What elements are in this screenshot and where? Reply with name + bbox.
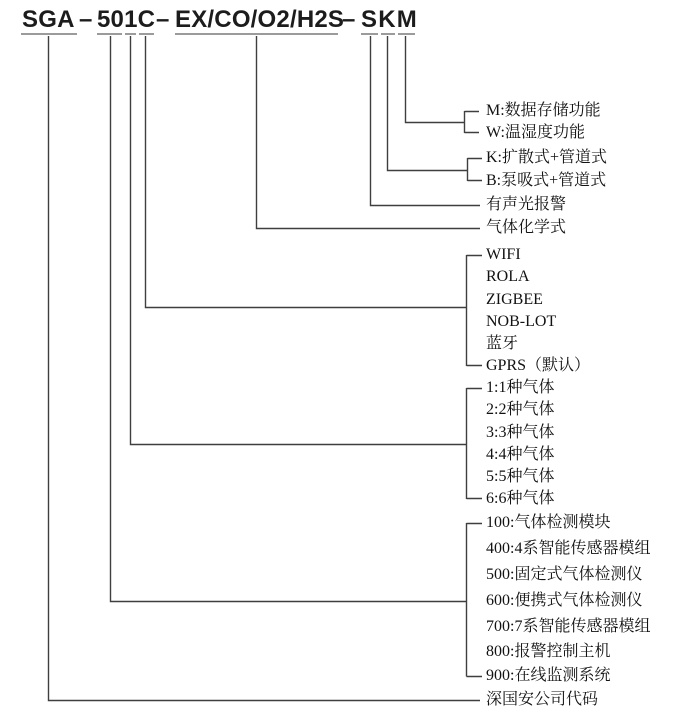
label-gas-count-1: 1:1种气体 (486, 379, 555, 396)
label-comm-nob-lot: NOB-LOT (486, 313, 557, 330)
line-gas-count (131, 36, 467, 445)
label-sampling-b: B:泵吸式+管道式 (486, 172, 607, 189)
model-prefix: SGA (22, 6, 75, 33)
label-series-100: 100:气体检测模块 (486, 514, 611, 531)
model-suffix: SKM (361, 6, 418, 33)
dash-separator: – (342, 6, 356, 33)
label-series-900: 900:在线监测系统 (486, 667, 611, 684)
label-comm-zigbee: ZIGBEE (486, 291, 543, 308)
label-gas-formula: 气体化学式 (486, 219, 567, 236)
label-sampling-k: K:扩散式+管道式 (486, 149, 608, 166)
label-series-600: 600:便携式气体检测仪 (486, 592, 643, 609)
label-comm-rola: ROLA (486, 268, 530, 285)
label-gas-count-5: 5:5种气体 (486, 468, 555, 485)
label-comm-bluetooth: 蓝牙 (486, 335, 519, 352)
model-series: 501C (97, 6, 156, 33)
model-gases: EX/CO/O2/H2S (175, 6, 345, 33)
line-sampling (388, 36, 468, 171)
line-function (406, 36, 465, 123)
label-alarm: 有声光报警 (486, 196, 567, 213)
label-series-700: 700:7系智能传感器模组 (486, 618, 651, 635)
bracket-sampling (468, 158, 483, 181)
line-comm (146, 36, 467, 308)
bracket-comm (467, 255, 483, 366)
label-comm-wifi: WIFI (486, 246, 521, 263)
label-company-code: 深国安公司代码 (486, 691, 599, 708)
label-gas-count-6: 6:6种气体 (486, 490, 555, 507)
label-comm-gprs: GPRS（默认） (486, 357, 591, 374)
bracket-gas-count (467, 388, 483, 499)
label-series-800: 800:报警控制主机 (486, 643, 611, 660)
dash-separator: – (156, 6, 170, 33)
bracket-series (467, 523, 483, 677)
label-gas-count-4: 4:4种气体 (486, 446, 555, 463)
label-function-m: M:数据存储功能 (486, 102, 601, 119)
line-gas-formula (257, 36, 481, 229)
dash-separator: – (79, 6, 93, 33)
label-gas-count-3: 3:3种气体 (486, 424, 555, 441)
bracket-function (465, 111, 480, 133)
line-series (111, 36, 467, 602)
label-series-400: 400:4系智能传感器模组 (486, 540, 651, 557)
label-series-500: 500:固定式气体检测仪 (486, 566, 643, 583)
label-gas-count-2: 2:2种气体 (486, 401, 555, 418)
label-function-w: W:温湿度功能 (486, 124, 585, 141)
